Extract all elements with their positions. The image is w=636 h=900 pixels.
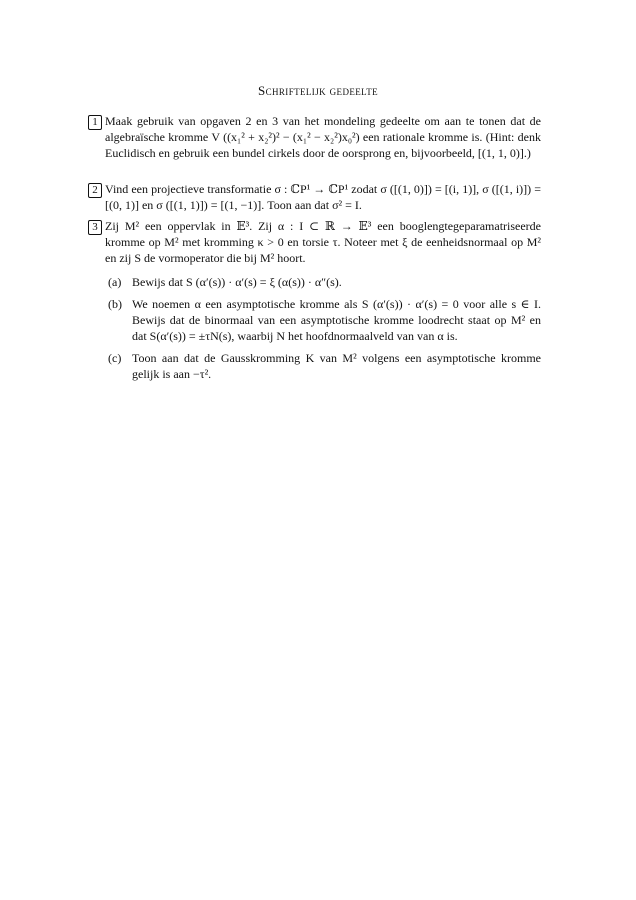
exercise-text: Maak gebruik van opgaven 2 en 3 van het mondeling gedeelte om aan te tonen dat de algebraïsche kromme V ((x₁² + x₂²)² − (x₁² − x₂²)x₀²) een rationale kromme is. (Hint: denk Euclidisch en gebruik een bundel cirkels door de oorsprong en, bijvoorbeeld, [(1, 1, 0)].): [105, 114, 541, 160]
subquestion-label: (b): [108, 297, 122, 311]
exercise-text: Zij M² een oppervlak in 𝔼³. Zij α : I ⊂ ℝ → 𝔼³ een booglengtegeparamatriseerde kromme op M² met kromming κ > 0 en torsie τ. Noteer met ξ de eenheidsnormaal op M² en zij S de vormoperator die bij M² hoort.: [105, 219, 541, 265]
subquestion-label: (c): [108, 351, 122, 365]
subquestion-label: (a): [108, 275, 122, 289]
subquestion-text: We noemen α een asymptotische kromme als S (α′(s)) · α′(s) = 0 voor alle s ∈ I. Bewijs dat de binormaal van een asymptotische kromme loodrecht staat op M² en dat S(α′(s)) = ±τN(s), waarbij N het hoofdnormaalveld van van α is.: [132, 297, 541, 343]
exercise-number-box: 2: [88, 183, 102, 198]
exercise-number-box: 1: [88, 115, 102, 130]
exercise-text: Vind een projectieve transformatie σ : ℂP¹ → ℂP¹ zodat σ ([(1, 0)]) = [(i, 1)], σ ([(1, i)]) = [(0, 1)] en σ ([(1, 1)]) = [(1, −1)]. Toon aan dat σ² = I.: [105, 182, 541, 212]
exercise-2: [88, 181, 541, 213]
exercise-number-box: 3: [88, 220, 102, 235]
subquestion-b: [108, 296, 541, 344]
subquestion-list: [108, 274, 541, 382]
exercise-3: [88, 218, 541, 388]
subquestion-text: Toon aan dat de Gausskromming K van M² volgens een asymptotische kromme gelijk is aan −τ².: [132, 351, 541, 381]
exercise-1: [88, 113, 541, 161]
subquestion-a: [108, 274, 541, 290]
subquestion-c: [108, 350, 541, 382]
subquestion-text: Bewijs dat S (α′(s)) · α′(s) = ξ (α(s)) · α″(s).: [132, 275, 342, 289]
section-title: Schriftelijk gedeelte: [257, 83, 379, 98]
